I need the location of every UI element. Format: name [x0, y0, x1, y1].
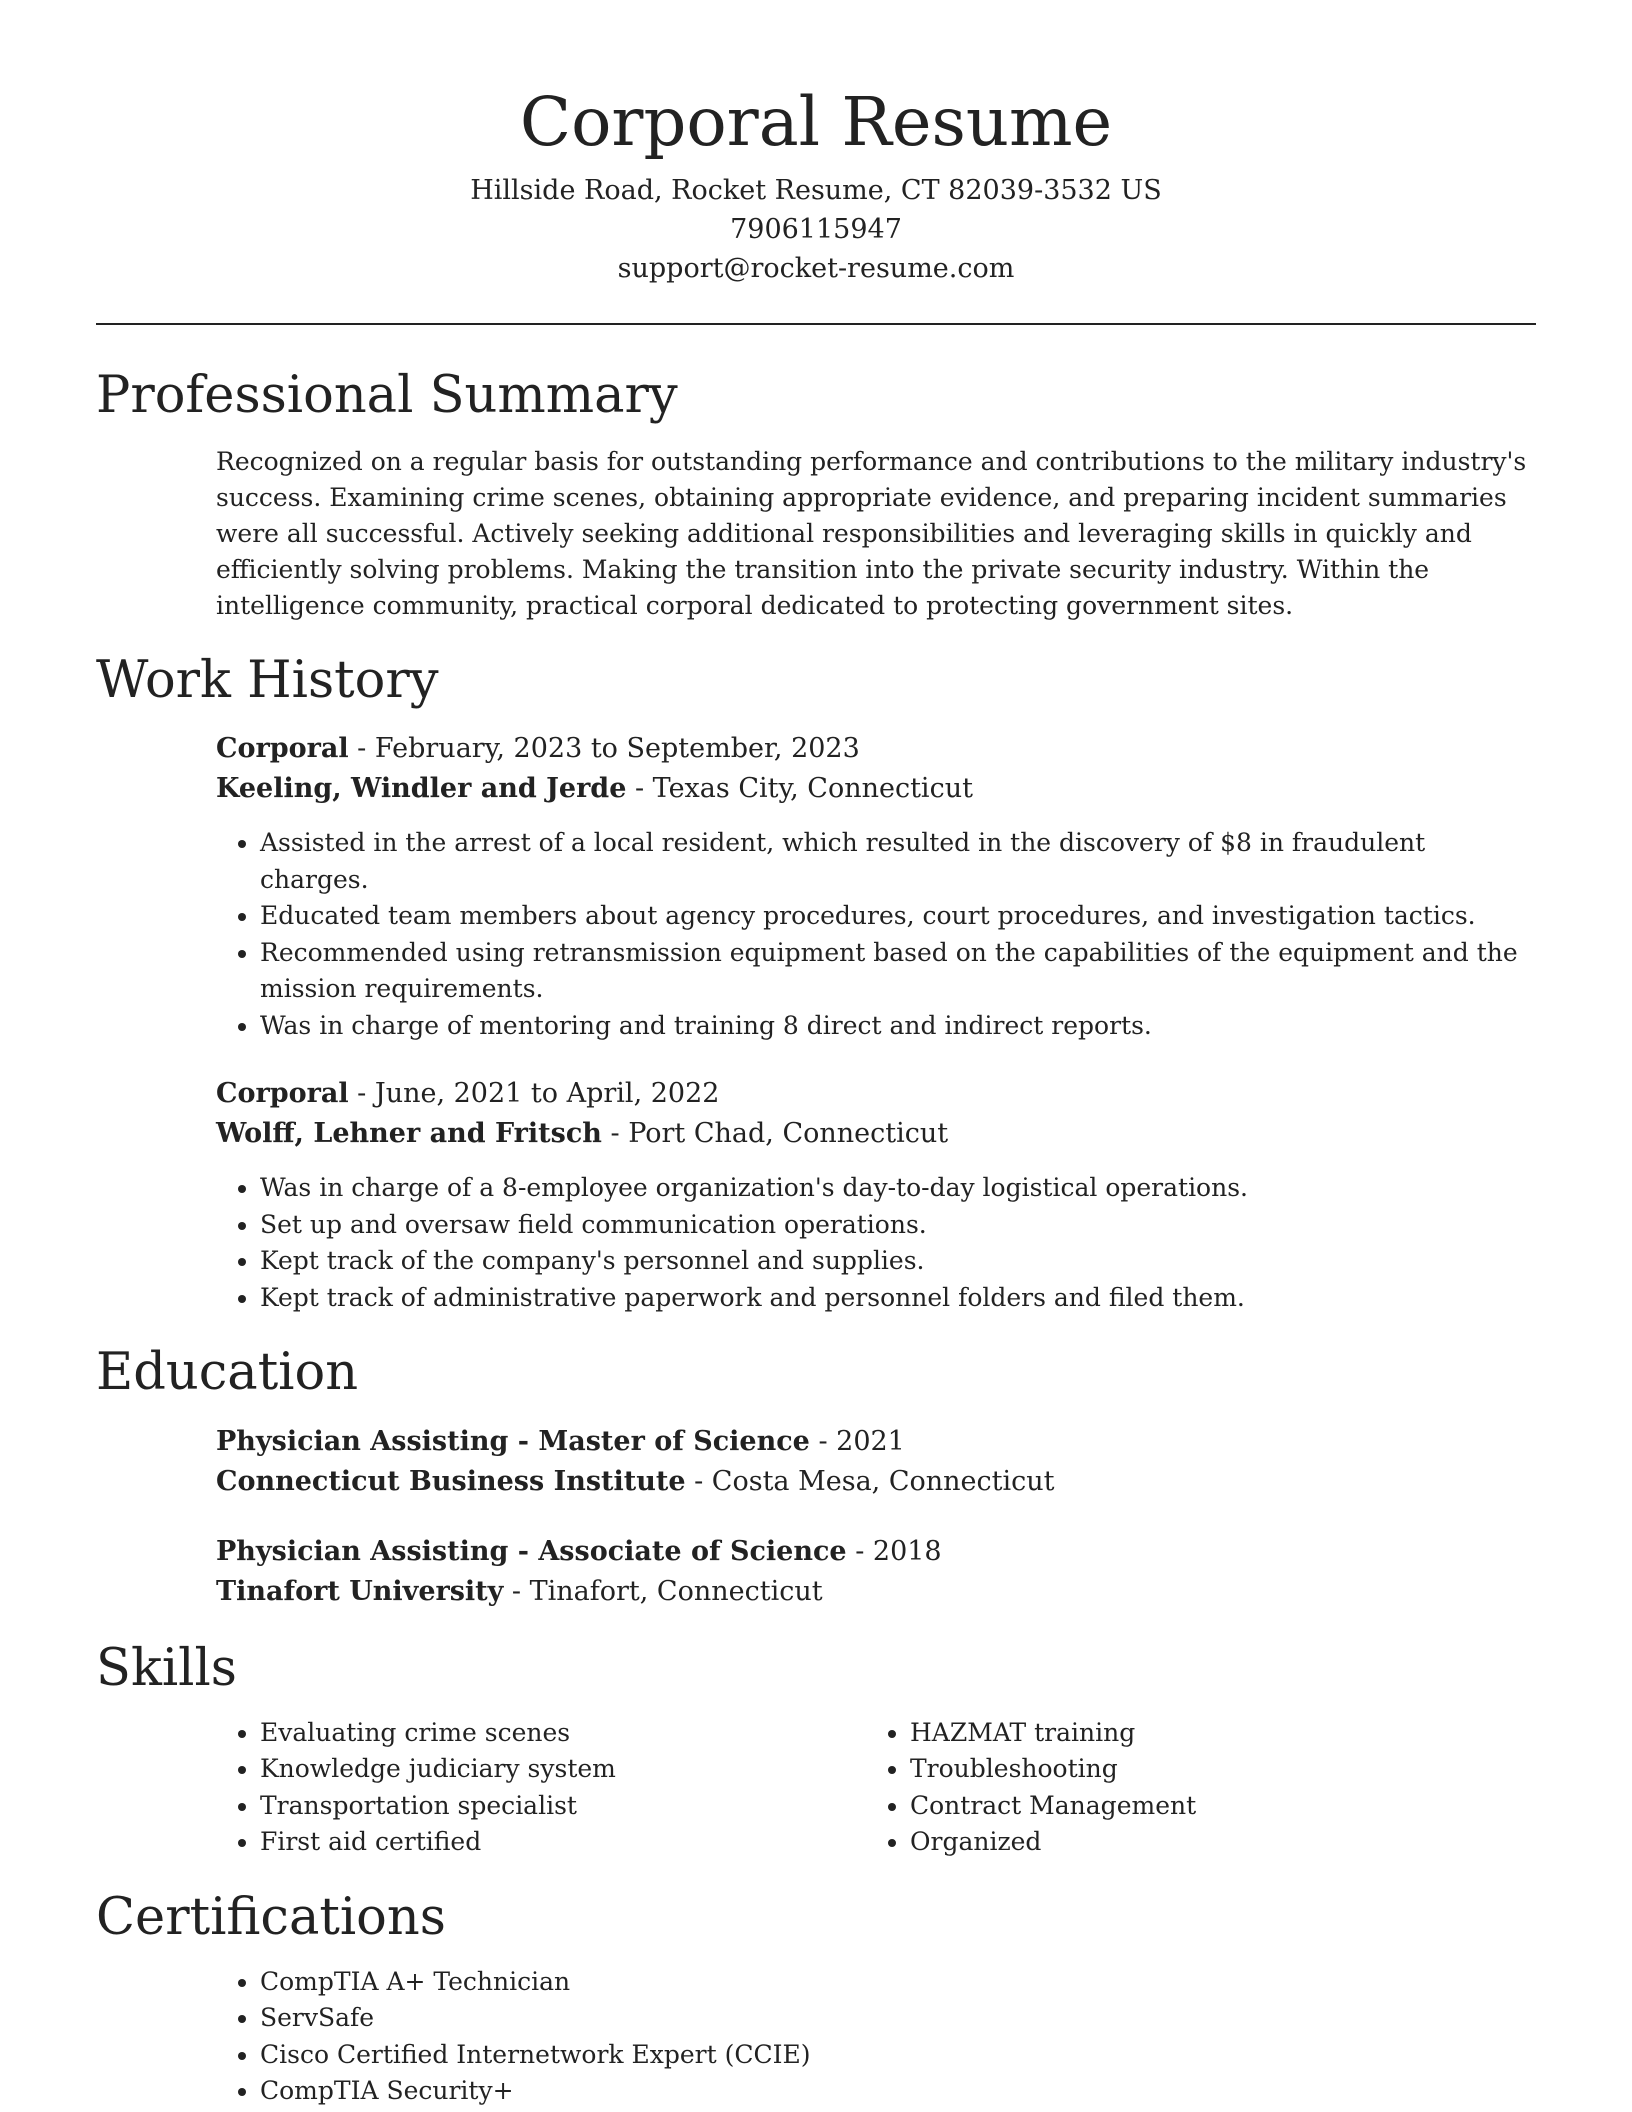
job-location: - Texas City, Connecticut	[626, 773, 973, 805]
skills-column-right	[866, 1715, 1516, 1861]
list-item: • Contract Management	[910, 1788, 1516, 1825]
job-company-line	[216, 769, 1536, 809]
education-degree-line	[216, 1532, 1536, 1572]
list-item: • Recommended using retransmission equipment based on the capabilities of the equipment and the mission requirements.	[260, 935, 1536, 1008]
certifications-section	[96, 1887, 1536, 2110]
education-entry	[216, 1532, 1536, 1612]
address: Hillside Road, Rocket Resume, CT 82039-3532 US	[470, 175, 1162, 207]
certifications-list	[216, 1964, 1536, 2110]
work-section	[96, 650, 1536, 1316]
job-role: Corporal	[216, 1078, 349, 1110]
skills-column-left	[216, 1715, 866, 1861]
education-school-line	[216, 1462, 1536, 1502]
job-company: Wolff, Lehner and Fritsch	[216, 1118, 602, 1150]
list-item: • Knowledge judiciary system	[260, 1751, 866, 1788]
education-location: - Costa Mesa, Connecticut	[685, 1465, 1055, 1497]
section-title-certifications: Certifications	[96, 1887, 446, 1947]
list-item: • Was in charge of a 8-employee organization's day-to-day logistical operations.	[260, 1170, 1536, 1207]
education-entry	[216, 1422, 1536, 1502]
list-item: • Educated team members about agency procedures, court procedures, and investigation tactics.	[260, 898, 1536, 935]
education-degree-line	[216, 1422, 1536, 1462]
email: support@rocket-resume.com	[617, 253, 1015, 285]
section-title-work: Work History	[96, 651, 439, 711]
skills-list-right	[866, 1715, 1516, 1861]
education-degree: Physician Assisting - Associate of Science	[216, 1535, 847, 1567]
section-title-skills: Skills	[96, 1638, 237, 1698]
resume-page	[96, 0, 1536, 2110]
resume-header	[96, 0, 1536, 288]
job-title-line	[216, 1074, 1536, 1114]
job-title-line	[216, 729, 1536, 769]
header-divider	[96, 323, 1536, 325]
job-company-line	[216, 1114, 1536, 1154]
phone: 7906115947	[730, 214, 902, 246]
resume-name: Corporal Resume	[519, 83, 1113, 161]
list-item: • CompTIA A+ Technician	[260, 1964, 1536, 2001]
list-item: • CompTIA Security+	[260, 2073, 1536, 2110]
job-entry	[216, 729, 1536, 1044]
section-title-education: Education	[96, 1343, 359, 1403]
list-item: • Was in charge of mentoring and training 8 direct and indirect reports.	[260, 1008, 1536, 1045]
list-item: • Kept track of administrative paperwork and personnel folders and filed them.	[260, 1280, 1536, 1317]
job-bullets	[216, 825, 1536, 1044]
job-entry	[216, 1074, 1536, 1316]
job-company: Keeling, Windler and Jerde	[216, 773, 627, 805]
list-item: • Set up and oversaw field communication operations.	[260, 1207, 1536, 1244]
section-title-summary: Professional Summary	[96, 366, 678, 426]
job-bullets	[216, 1170, 1536, 1316]
job-role: Corporal	[216, 733, 349, 765]
education-school: Tinafort University	[216, 1575, 504, 1607]
list-item: • Transportation specialist	[260, 1788, 866, 1825]
job-dates: - June, 2021 to April, 2022	[348, 1078, 720, 1110]
summary-section	[96, 365, 1536, 624]
job-dates: - February, 2023 to September, 2023	[348, 733, 860, 765]
education-year: - 2021	[809, 1425, 905, 1457]
job-location: - Port Chad, Connecticut	[601, 1118, 949, 1150]
list-item: • Organized	[910, 1824, 1516, 1861]
education-year: - 2018	[846, 1535, 942, 1567]
list-item: • Assisted in the arrest of a local resident, which resulted in the discovery of $8 in fraudulent charges.	[260, 825, 1536, 898]
skills-list-left	[216, 1715, 866, 1861]
list-item: • HAZMAT training	[910, 1715, 1516, 1752]
list-item: • Troubleshooting	[910, 1751, 1516, 1788]
list-item: • Cisco Certified Internetwork Expert (CCIE)	[260, 2037, 1536, 2074]
list-item: • Kept track of the company's personnel and supplies.	[260, 1243, 1536, 1280]
skills-section	[96, 1638, 1536, 1861]
education-location: - Tinafort, Connecticut	[503, 1575, 823, 1607]
list-item: • First aid certified	[260, 1824, 866, 1861]
education-section	[96, 1342, 1536, 1611]
summary-text: Recognized on a regular basis for outstanding performance and contributions to the military industry's success. Examining crime scenes, obtaining appropriate evidence, and preparing incident summaries were all successful. Actively seeking additional responsibilities and leveraging skills in quickly and efficiently solving problems. Making the transition into the private security industry. Within the intelligence community, practical corporal dedicated to protecting government sites.	[216, 447, 1527, 621]
list-item: • ServSafe	[260, 2000, 1536, 2037]
list-item: • Evaluating crime scenes	[260, 1715, 866, 1752]
education-degree: Physician Assisting - Master of Science	[216, 1425, 810, 1457]
education-school: Connecticut Business Institute	[216, 1465, 686, 1497]
education-school-line	[216, 1572, 1536, 1612]
